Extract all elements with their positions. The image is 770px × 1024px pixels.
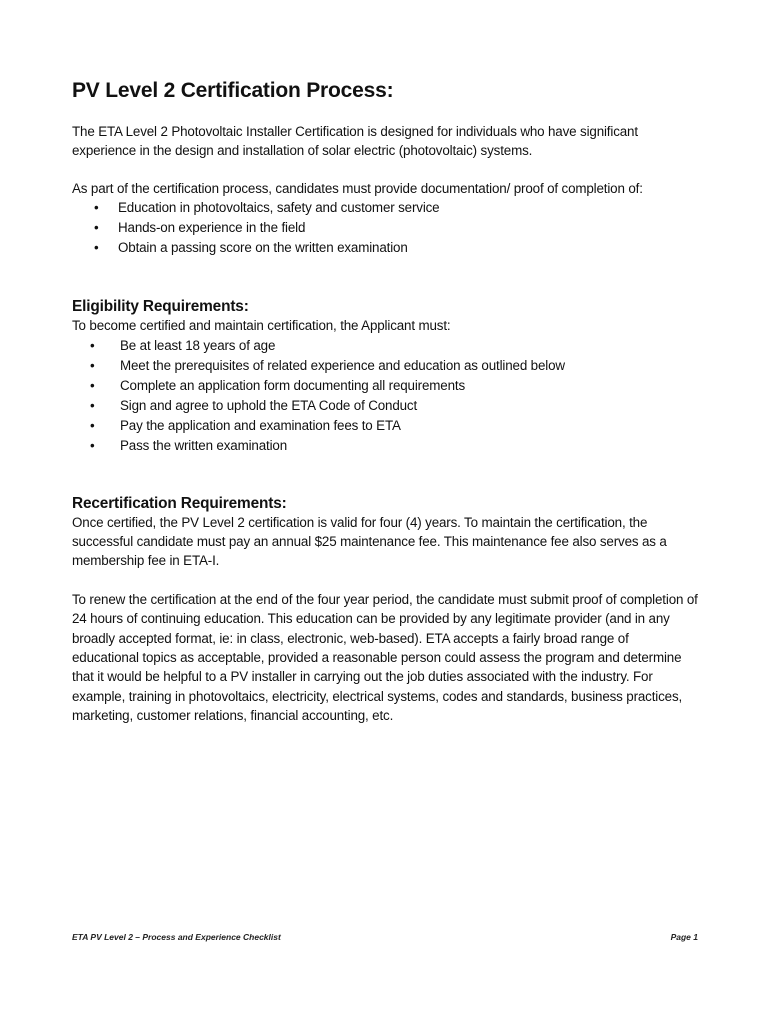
bullet-icon: • — [94, 240, 99, 256]
list-item-text: Hands-on experience in the field — [118, 220, 306, 236]
page-title: PV Level 2 Certification Process: — [72, 79, 394, 102]
list-item — [72, 416, 698, 436]
bullet-icon: • — [90, 377, 95, 393]
recertification-heading: Recertification Requirements: — [72, 494, 287, 512]
bullet-icon: • — [90, 337, 95, 353]
list-item-text: Sign and agree to uphold the ETA Code of Conduct — [120, 397, 418, 413]
list-item — [72, 436, 698, 456]
eligibility-heading: Eligibility Requirements: — [72, 298, 249, 316]
recertification-paragraph-2: To renew the certification at the end of the four year period, the candidate must submit proof of completion of 24 hours of continuing education. This education can be provided by any legitimate provider (and in any broadly accepted format, ie: in class, electronic, web-based). ETA accepts a fairly broad range of educational topics as acceptable, provided a reasonable person could assess the program and determine that it would be helpful to a PV installer in carrying out the job duties associated with the industry. For example, training in photovoltaics, electricity, electrical systems, codes and standards, business practices, marketing, customer relations, financial accounting, etc. — [72, 591, 698, 724]
list-item — [72, 376, 698, 396]
list-item — [72, 356, 698, 376]
footer-document-title: ETA PV Level 2 – Process and Experience Checklist — [72, 932, 281, 942]
bullet-icon: • — [94, 220, 99, 236]
process-paragraph: As part of the certification process, candidates must provide documentation/ proof of completion of: — [72, 180, 643, 196]
list-item-text: Obtain a passing score on the written examination — [118, 240, 408, 256]
bullet-icon: • — [90, 357, 95, 373]
list-item-text: Complete an application form documenting all requirements — [120, 377, 466, 393]
list-item — [72, 336, 698, 356]
list-item — [72, 238, 698, 258]
bullet-icon: • — [94, 200, 99, 216]
document-body — [72, 78, 698, 726]
list-item — [72, 198, 698, 218]
list-item — [72, 218, 698, 238]
list-item-text: Be at least 18 years of age — [120, 337, 276, 353]
list-item-text: Education in photovoltaics, safety and customer service — [118, 200, 440, 216]
bullet-icon: • — [90, 417, 95, 433]
eligibility-intro: To become certified and maintain certification, the Applicant must: — [72, 318, 451, 334]
eligibility-list — [72, 336, 698, 456]
list-item-text: Meet the prerequisites of related experience and education as outlined below — [120, 357, 565, 373]
list-item — [72, 396, 698, 416]
list-item-text: Pass the written examination — [120, 437, 287, 453]
footer-page-number: Page 1 — [670, 932, 698, 942]
recertification-paragraph-1: Once certified, the PV Level 2 certification is valid for four (4) years. To maintain the certification, the successful candidate must pay an annual $25 maintenance fee. This maintenance fee also serves as a membership fee in ETA-I. — [72, 514, 667, 569]
bullet-icon: • — [90, 397, 95, 413]
bullet-icon: • — [90, 437, 95, 453]
intro-paragraph: The ETA Level 2 Photovoltaic Installer Certification is designed for individuals who have significant experience in the design and installation of solar electric (photovoltaic) systems. — [72, 124, 638, 159]
process-list — [72, 198, 698, 258]
list-item-text: Pay the application and examination fees to ETA — [120, 417, 401, 433]
